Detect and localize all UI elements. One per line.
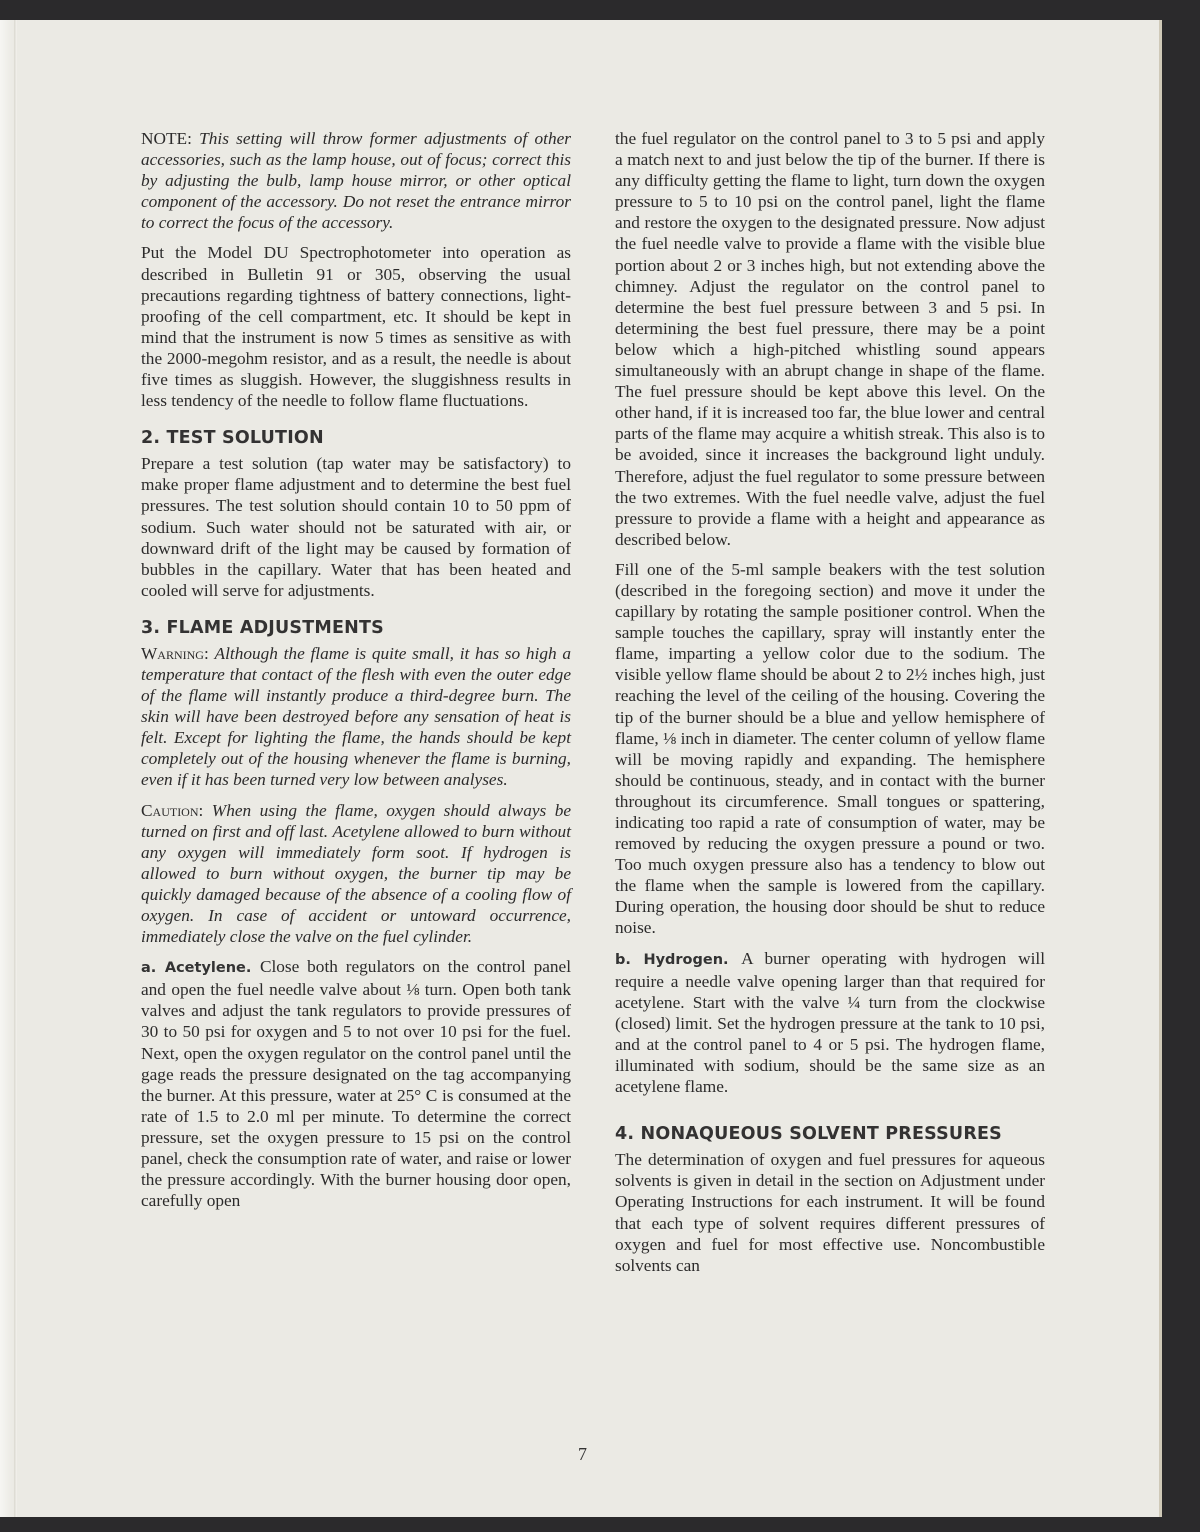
hydrogen-text: A burner operating with hydrogen will require a needle valve opening larger than that required for acetylene. Start with the valve ¼ turn from the clockwise (closed) limit. Set the hydrogen pressure at the tank to 10 psi, and at the control panel to 4 or 5 psi. The hydrogen flame, illuminated with sodium, should be the same size as an acetylene flame.: [615, 948, 1046, 1097]
nonaqueous-paragraph: The determination of oxygen and fuel pressures for aqueous solvents is given in detail in the section on Adjustment under Operating Instructions for each instrument. It will be found that each type of solvent requires different pressures of oxygen and fuel for most effective use. Noncombustible solvents can: [615, 1150, 1045, 1275]
note-paragraph: [141, 128, 571, 233]
warning-label: Warning:: [141, 643, 215, 663]
right-column: [615, 128, 1045, 1285]
warning-text: Although the flame is quite small, it has so high a temperature that contact of the flesh with even the outer edge of the flame will instantly produce a third-degree burn. The skin will have been destroyed before any sensation of heat is felt. Except for lighting the flame, the hands should be kept completely out of the housing whenever the flame is burning, even if it has been turned very low between analyses.: [141, 643, 571, 790]
hydrogen-paragraph: [615, 948, 1045, 1098]
caution-label: Caution:: [141, 800, 212, 820]
note-text: This setting will throw former adjustments of other accessories, such as the lamp house, out of focus; correct this by adjusting the bulb, lamp house mirror, or other optical component of the accessory. Do not reset the entrance mirror to correct the focus of the accessory.: [141, 129, 571, 233]
acetylene-continued-paragraph: the fuel regulator on the control panel to 3 to 5 psi and apply a match next to and just below the tip of the burner. If there is any difficulty getting the flame to light, turn down the oxygen pressure to 5 to 10 psi on the control panel, light the flame and restore the oxygen to the designated pressure. Now adjust the fuel needle valve to provide a flame with the visible blue portion about 2 or 3 inches high, but not extending above the chimney. Adjust the regulator on the control panel to determine the best fuel pressure between 3 and 5 psi. In determining the best fuel pressure, there may be a point below which a high-pitched whistling sound appears simultaneously with an abrupt change in shape of the flame. The fuel pressure should be kept above this level. On the other hand, if it is increased too far, the blue lower and central parts of the flame may acquire a whitish streak. This also is to be avoided, since it increases the background light unduly. Therefore, adjust the fuel regulator to some pressure between the two extremes. With the fuel needle valve, adjust the fuel pressure to provide a flame with a height and appearance as described below.: [615, 129, 1045, 549]
fill-beaker-paragraph: Fill one of the 5-ml sample beakers with the test solution (described in the foregoing section) and move it under the capillary by rotating the sample positioner control. When the sample touches the capillary, spray will instantly enter the flame, imparting a yellow color due to the sodium. The visible yellow flame should be about 2 to 2½ inches high, just reaching the level of the ceiling of the housing. Covering the tip of the burner should be a blue and yellow hemisphere of flame, ⅛ inch in diameter. The center column of yellow flame will be moving rapidly and expanding. The hemisphere should be continuous, steady, and in contact with the burner throughout its circumference. Small tongues or spattering, indicating too rapid a rate of consumption of water, may be removed by reducing the oxygen pressure a pound or two. Too much oxygen pressure also has a tendency to blow out the flame when the sample is lowered from the capillary. During operation, the housing door should be shut to reduce noise.: [615, 559, 1045, 938]
warning-paragraph: [141, 643, 571, 791]
hydrogen-label: b. Hydrogen.: [615, 951, 742, 968]
test-solution-paragraph: Prepare a test solution (tap water may be satisfactory) to make proper flame adjustment and to determine the best fuel pressures. The test solution should contain 10 to 50 ppm of sodium. Such water should not be saturated with air, or downward drift of the light may be caused by formation of bubbles in the capillary. Water that has been heated and cooled will serve for adjustments.: [141, 454, 571, 600]
acetylene-paragraph: [141, 956, 571, 1211]
section-heading-flame-adjustments: 3. FLAME ADJUSTMENTS: [141, 617, 384, 638]
section-heading-nonaqueous: 4. NONAQUEOUS SOLVENT PRESSURES: [615, 1124, 1002, 1145]
section-heading-test-solution: 2. TEST SOLUTION: [141, 428, 324, 449]
note-label: NOTE:: [141, 129, 200, 148]
intro-paragraph: Put the Model DU Spectrophotometer into operation as described in Bulletin 91 or 305, observing the usual precautions regarding tightness of battery connections, light-proofing of the cell compartment, etc. It should be kept in mind that the instrument is now 5 times as sensitive as with the 2000-megohm resistor, and as a result, the needle is about five times as sluggish. However, the sluggishness results in less tendency of the needle to follow flame fluctuations.: [141, 243, 571, 411]
caution-paragraph: [141, 800, 571, 948]
left-column: [141, 128, 571, 1220]
page-number: 7: [578, 1444, 587, 1464]
acetylene-label: a. Acetylene.: [141, 960, 260, 977]
caution-text: When using the flame, oxygen should always be turned on first and off last. Acetylene allowed to burn without any oxygen will immediately form soot. If hydrogen is allowed to burn without oxygen, the burner tip may be quickly damaged because of the absence of a cooling flow of oxygen. In case of accident or untoward occurrence, immediately close the valve on the fuel cylinder.: [141, 800, 572, 947]
acetylene-text: Close both regulators on the control panel and open the fuel needle valve about ⅛ turn. Open both tank valves and adjust the tank regulators to provide pressures of 30 to 50 psi for oxygen and 5 to not over 10 psi for the fuel. Next, open the oxygen regulator on the control panel until the gage reads the pressure designated on the tag accompanying the burner. At this pressure, water at 25° C is consumed at the rate of 1.5 to 2.0 ml per minute. To determine the correct pressure, set the oxygen pressure to 15 psi on the control panel, check the consumption rate of water, and raise or lower the pressure accordingly. With the burner housing door open, carefully open: [141, 957, 571, 1211]
binding-fold: [14, 20, 17, 1517]
